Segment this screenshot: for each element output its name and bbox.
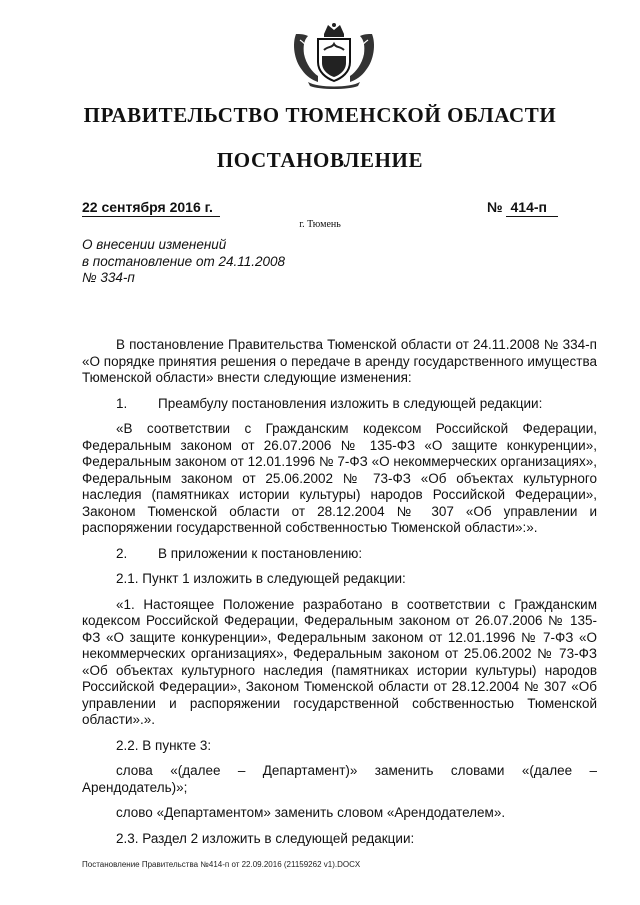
subitem-2-3: 2.3. Раздел 2 изложить в следующей редакции: xyxy=(116,830,415,846)
document-type: ПОСТАНОВЛЕНИЕ xyxy=(216,148,424,172)
list-number: 1. xyxy=(116,395,128,411)
document-subject xyxy=(82,237,285,287)
subject-line: в постановление от 24.11.2008 xyxy=(82,253,286,269)
list-item xyxy=(82,546,597,563)
document-number xyxy=(487,199,547,215)
city: г. Тюмень xyxy=(299,219,341,230)
intro-paragraph: В постановление Правительства Тюменской области от 24.11.2008 № 334-п «О порядке принятия решения о передаче в аренду государственного имущества Тюменской области» внести следующие изменения: xyxy=(82,337,597,385)
coat-of-arms-icon xyxy=(288,20,380,90)
document-body xyxy=(82,337,597,856)
subject-line: О внесении изменений xyxy=(82,237,227,252)
subitem-2-2-b: слово «Департаментом» заменить словом «Арендодателем». xyxy=(116,805,506,820)
document-date: 22 сентября 2016 г. xyxy=(82,199,213,215)
number-prefix: № xyxy=(487,199,503,215)
subitem-2-2: 2.2. В пункте 3: xyxy=(116,737,212,753)
subitem-2-1: 2.1. Пункт 1 изложить в следующей редакции: xyxy=(116,571,406,586)
list-number: 2. xyxy=(116,545,128,561)
list-item xyxy=(82,396,597,413)
number-underline xyxy=(506,216,558,217)
footer-filename: Постановление Правительства №414-п от 22.09.2016 (21159262 v1).DOCX xyxy=(82,860,361,869)
preamble-quote: «В соответствии с Гражданским кодексом Российской Федерации, Федеральным законом от 26.07.2006 № 135-ФЗ «О защите конкуренции», Федеральным законом от 12.01.1996 № 7-ФЗ «О некоммерческих организациях», Федеральным законом от 25.06.2002 № 73-ФЗ «Об объектах культурного наследия (памятниках истории культуры) народов Российской Федерации», Законом Тюменской области от 28.12.2004 № 307 «Об управлении и распоряжении государственной собственностью Тюменской области»:». xyxy=(82,421,597,535)
subitem-2-1-quote: «1. Настоящее Положение разработано в соответствии с Гражданским кодексом Российской Федерации, Федеральным законом от 26.07.2006 № 135-ФЗ «О защите конкуренции», Федеральным законом от 12.01.1996 № 7-ФЗ «О некоммерческих организациях», Федеральным законом от 25.06.2002 № 73-ФЗ «Об объектах культурного наследия (памятниках истории культуры) народов Российской Федерации», Законом Тюменской области от 28.12.2004 № 307 «Об управлении и распоряжении государственной собственностью Тюменской области».». xyxy=(82,596,597,727)
subitem-2-2-a: слова «(далее – Департамент)» заменить словами «(далее – Арендодатель)»; xyxy=(82,763,597,795)
subject-line: № 334-п xyxy=(82,270,135,285)
list-text: В приложении к постановлению: xyxy=(158,545,363,561)
government-title: ПРАВИТЕЛЬСТВО ТЮМЕНСКОЙ ОБЛАСТИ xyxy=(83,103,557,127)
list-text: Преамбулу постановления изложить в следующей редакции: xyxy=(158,395,543,411)
date-underline xyxy=(82,216,220,217)
number-value: 414-п xyxy=(510,199,547,215)
